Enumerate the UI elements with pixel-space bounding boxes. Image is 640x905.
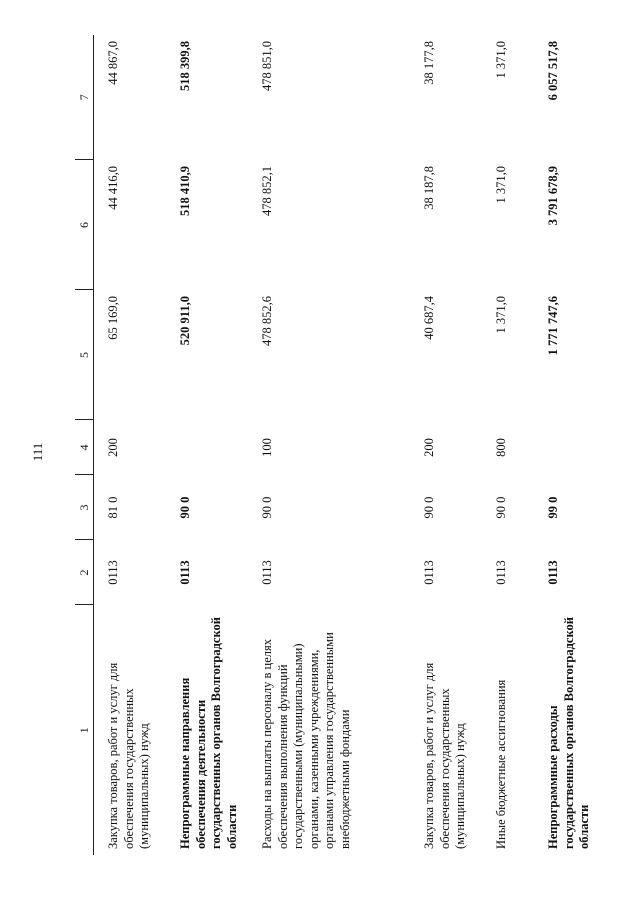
target-code: 90 0 [494,496,508,519]
target-code: 90 0 [178,496,192,519]
section-code: 0113 [494,560,508,585]
row-name: Закупка товаров, работ и услуг для обеспечения государственных (муниципальных) нужд [422,662,467,849]
amount-col7: 1 371,0 [494,41,508,79]
amount-col6: 3 791 678,9 [546,166,560,226]
column-header: 3 [75,475,94,540]
target-code: 81 0 [106,496,120,519]
table-row [534,35,606,855]
amount-col7: 6 057 517,8 [546,41,560,101]
row-name: Иные бюджетные ассигнования [494,679,508,849]
amount-col5: 520 911,0 [178,296,192,346]
section-code: 0113 [106,560,120,585]
column-header: 6 [75,160,94,290]
section-code: 0113 [178,560,192,585]
amount-col5: 65 169,0 [106,296,120,340]
amount-col6: 518 410,9 [178,166,192,216]
expense-type: 100 [260,438,274,457]
row-name: Закупка товаров, работ и услуг для обеспечения государственных (муниципальных) нужд [106,662,151,849]
column-header: 7 [75,35,94,160]
expense-type [166,420,248,475]
amount-col5: 1 371,0 [494,296,508,334]
amount-col5: 478 852,6 [260,296,274,346]
column-header: 4 [75,420,94,475]
amount-col5: 40 687,4 [422,296,436,340]
amount-col7: 44 867,0 [106,41,120,85]
amount-col7: 478 851,0 [260,41,274,91]
budget-table [75,35,606,855]
amount-col6: 38 187,8 [422,166,436,210]
expense-type: 200 [106,438,120,457]
amount-col6: 44 416,0 [106,166,120,210]
expense-type: 800 [494,438,508,457]
row-name: Расходы на выплаты персоналу в целях обеспечения выполнения функций государственными (муниципальными) органами, казенными учреждениями, органами управления государственными внебюджетными фондами [260,632,352,849]
page-number-text: 111 [30,442,45,462]
column-header: 5 [75,290,94,420]
target-code: 99 0 [546,496,560,519]
table-row [248,35,410,855]
row-name: Непрограммные расходы государственных органов Волгоградской области [546,617,591,849]
column-header: 1 [75,605,94,855]
target-code: 90 0 [260,496,274,519]
expense-type [534,420,606,475]
budget-table-container [75,35,615,855]
amount-col5: 1 771 747,6 [546,296,560,356]
table-row [94,35,167,855]
table-row [482,35,534,855]
section-code: 0113 [260,560,274,585]
header-row [75,35,94,855]
table-row [166,35,248,855]
table-row [410,35,482,855]
column-header: 2 [75,540,94,605]
target-code: 90 0 [422,496,436,519]
amount-col6: 478 852,1 [260,166,274,216]
amount-col7: 518 399,8 [178,41,192,91]
section-code: 0113 [422,560,436,585]
row-name: Непрограммные направления обеспечения деятельности государственных органов Волгоградской области [178,617,239,849]
amount-col6: 1 371,0 [494,166,508,204]
amount-col7: 38 177,8 [422,41,436,85]
section-code: 0113 [546,560,560,585]
expense-type: 200 [422,438,436,457]
